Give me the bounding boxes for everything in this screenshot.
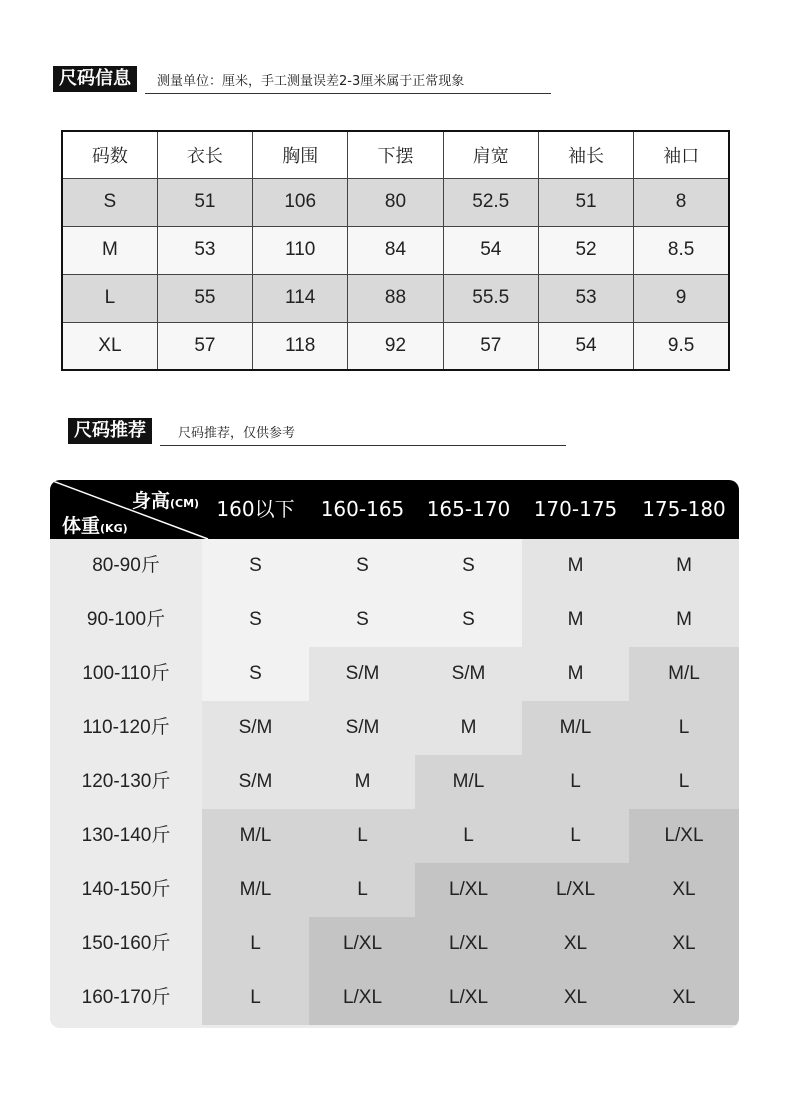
size-info-tag: 尺码信息	[53, 66, 137, 92]
recommended-size-cell: S	[202, 539, 309, 593]
height-column-header: 175-180	[642, 497, 726, 521]
weight-row-label: 140-150斤	[50, 863, 202, 917]
height-label: 身高	[132, 490, 171, 512]
header-cell: 衣长	[157, 131, 252, 178]
header-cell: 胸围	[253, 131, 348, 178]
recommended-size-cell: XL	[629, 863, 739, 917]
recommended-size-cell: M/L	[415, 755, 522, 809]
recommended-size-cell: L	[202, 971, 309, 1025]
recommended-size-cell: L	[415, 809, 522, 863]
table-cell: 57	[157, 322, 252, 370]
table-cell: 8	[634, 178, 729, 226]
size-rec-note: 尺码推荐，仅供参考	[178, 426, 296, 441]
recommended-size-cell: L/XL	[415, 971, 522, 1025]
table-row	[62, 274, 729, 322]
corner-weight-label	[62, 511, 128, 538]
header-cell: 码数	[62, 131, 157, 178]
weight-row-label: 130-140斤	[50, 809, 202, 863]
table-cell: 51	[157, 178, 252, 226]
recommended-size-cell: M/L	[202, 809, 309, 863]
recommended-size-cell: L/XL	[522, 863, 629, 917]
recommended-size-cell: S/M	[202, 701, 309, 755]
size-table	[61, 130, 730, 371]
table-cell: 9	[634, 274, 729, 322]
table-row	[62, 226, 729, 274]
recommended-size-cell: S/M	[309, 647, 416, 701]
size-rec-header	[68, 418, 566, 444]
recommended-size-cell: M/L	[522, 701, 629, 755]
weight-row-label: 110-120斤	[50, 701, 202, 755]
recommended-size-cell: S/M	[415, 647, 522, 701]
table-cell: 53	[538, 274, 633, 322]
table-cell: 54	[443, 226, 538, 274]
recommended-size-cell: XL	[522, 971, 629, 1025]
weight-row-label: 120-130斤	[50, 755, 202, 809]
recommended-size-cell: S/M	[202, 755, 309, 809]
recommended-size-cell: L	[309, 863, 416, 917]
recommended-size-cell: S	[415, 539, 522, 593]
weight-row-label: 80-90斤	[50, 539, 202, 593]
table-cell: M	[62, 226, 157, 274]
height-column-header: 170-175	[533, 497, 618, 521]
height-column-header: 165-170	[426, 497, 511, 521]
table-cell: 55	[157, 274, 252, 322]
table-cell: XL	[62, 322, 157, 370]
recommended-size-cell: L	[522, 755, 629, 809]
weight-row-label: 100-110斤	[50, 647, 202, 701]
recommended-size-cell: M	[522, 539, 629, 593]
table-cell: 53	[157, 226, 252, 274]
recommended-size-cell: L/XL	[415, 863, 522, 917]
header-cell: 袖长	[538, 131, 633, 178]
table-row	[62, 178, 729, 226]
weight-row-label: 150-160斤	[50, 917, 202, 971]
height-unit: (CM)	[170, 497, 200, 510]
table-row	[62, 322, 729, 370]
table-cell: 106	[253, 178, 348, 226]
recommended-size-cell: L	[629, 701, 739, 755]
recommended-size-cell: S	[202, 593, 309, 647]
recommended-size-cell: M	[629, 593, 739, 647]
table-cell: 84	[348, 226, 443, 274]
recommended-size-cell: M/L	[629, 647, 739, 701]
recommended-size-cell: XL	[629, 917, 739, 971]
height-column-header: 160以下	[216, 497, 295, 521]
recommended-size-cell: M	[629, 539, 739, 593]
recommended-size-cell: XL	[522, 917, 629, 971]
recommended-size-cell: M	[522, 593, 629, 647]
size-info-header	[53, 66, 551, 92]
header-cell: 下摆	[348, 131, 443, 178]
table-cell: 57	[443, 322, 538, 370]
recommended-size-cell: S	[202, 647, 309, 701]
grid-header	[50, 480, 739, 539]
table-cell: 80	[348, 178, 443, 226]
table-cell: 9.5	[634, 322, 729, 370]
recommended-size-cell: S	[415, 593, 522, 647]
table-cell: 8.5	[634, 226, 729, 274]
table-cell: 88	[348, 274, 443, 322]
weight-row-label: 90-100斤	[50, 593, 202, 647]
table-cell: 110	[253, 226, 348, 274]
size-info-note: 测量单位：厘米，手工测量误差2-3厘米属于正常现象	[157, 74, 465, 89]
header-cell: 肩宽	[443, 131, 538, 178]
recommended-size-cell: L	[202, 917, 309, 971]
table-cell: 114	[253, 274, 348, 322]
recommended-size-cell: M	[309, 755, 416, 809]
recommended-size-cell: M/L	[202, 863, 309, 917]
corner-height-label	[132, 486, 199, 513]
recommended-size-cell: L	[629, 755, 739, 809]
size-rec-rule	[160, 445, 566, 446]
size-table-header-row	[62, 131, 729, 178]
height-column-header: 160-165	[320, 497, 405, 521]
table-cell: 51	[538, 178, 633, 226]
recommended-size-cell: M	[522, 647, 629, 701]
size-recommendation-grid	[50, 480, 739, 1028]
recommended-size-cell: M	[415, 701, 522, 755]
weight-label: 体重	[62, 515, 101, 537]
table-cell: 54	[538, 322, 633, 370]
recommended-size-cell: L/XL	[629, 809, 739, 863]
recommended-size-cell: S	[309, 539, 416, 593]
table-cell: 118	[253, 322, 348, 370]
recommended-size-cell: L/XL	[415, 917, 522, 971]
header-cell: 袖口	[634, 131, 729, 178]
recommended-size-cell: S/M	[309, 701, 416, 755]
table-cell: L	[62, 274, 157, 322]
table-cell: 55.5	[443, 274, 538, 322]
recommended-size-cell: L	[522, 809, 629, 863]
recommended-size-cell: L	[309, 809, 416, 863]
table-cell: 52.5	[443, 178, 538, 226]
table-cell: 52	[538, 226, 633, 274]
table-cell: S	[62, 178, 157, 226]
weight-row-label: 160-170斤	[50, 971, 202, 1025]
size-rec-tag: 尺码推荐	[68, 418, 152, 444]
weight-unit: (KG)	[100, 522, 128, 535]
size-info-rule	[145, 93, 551, 94]
table-cell: 92	[348, 322, 443, 370]
recommended-size-cell: L/XL	[309, 917, 416, 971]
recommended-size-cell: L/XL	[309, 971, 416, 1025]
recommended-size-cell: S	[309, 593, 416, 647]
recommended-size-cell: XL	[629, 971, 739, 1025]
